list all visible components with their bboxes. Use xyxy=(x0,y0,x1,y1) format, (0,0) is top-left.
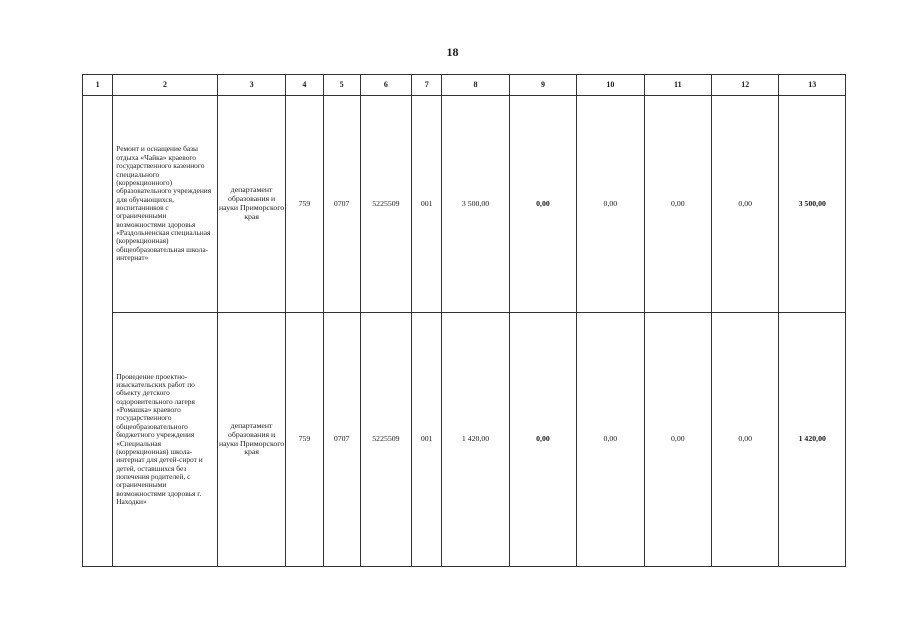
header-col-3: 3 xyxy=(217,75,285,96)
header-col-9: 9 xyxy=(509,75,576,96)
header-col-4: 4 xyxy=(286,75,323,96)
amount-cell: 0,00 xyxy=(644,313,711,567)
expense-type-cell: 001 xyxy=(412,313,442,567)
row-index-cell xyxy=(83,96,113,567)
header-col-2: 2 xyxy=(113,75,218,96)
header-col-8: 8 xyxy=(442,75,509,96)
header-col-5: 5 xyxy=(323,75,360,96)
amount-cell: 0,00 xyxy=(509,313,576,567)
total-cell: 1 420,00 xyxy=(779,313,846,567)
target-article-cell: 5225509 xyxy=(360,313,411,567)
expense-type-cell: 001 xyxy=(412,96,442,313)
code-cell: 759 xyxy=(286,313,323,567)
header-col-11: 11 xyxy=(644,75,711,96)
amount-cell: 0,00 xyxy=(712,313,779,567)
header-col-7: 7 xyxy=(412,75,442,96)
section-cell: 0707 xyxy=(323,313,360,567)
header-col-12: 12 xyxy=(712,75,779,96)
total-cell: 3 500,00 xyxy=(779,96,846,313)
budget-table xyxy=(82,74,846,567)
amount-cell: 0,00 xyxy=(712,96,779,313)
header-row xyxy=(83,75,846,96)
table-row xyxy=(83,96,846,313)
section-cell: 0707 xyxy=(323,96,360,313)
code-cell: 759 xyxy=(286,96,323,313)
project-description: Проведение проектно-изыскательских работ по объекту детского оздоровительного лагеря «Ромашка» краевого государственного общеобразовательного бюджетного учреждения «Специальная (коррекционная) школа-интернат для детей-сирот и детей, оставшихся без попечения родителей, с ограниченными возможностями здоровья г. Находки» xyxy=(113,313,218,567)
amount-cell: 0,00 xyxy=(577,96,644,313)
project-description: Ремонт и оснащение базы отдыха «Чайка» краевого государственного казенного специального (коррекционного) образовательного учреждения для обучающихся, воспитанников с ограниченными возможностями здоровья «Раздольненская специальная (коррекционная) общеобразовательная школа-интернат» xyxy=(113,96,218,313)
amount-cell: 3 500,00 xyxy=(442,96,509,313)
amount-cell: 1 420,00 xyxy=(442,313,509,567)
amount-cell: 0,00 xyxy=(577,313,644,567)
amount-cell: 0,00 xyxy=(509,96,576,313)
target-article-cell: 5225509 xyxy=(360,96,411,313)
table-row xyxy=(83,313,846,567)
department-cell: департамент образования и науки Приморского края xyxy=(217,96,285,313)
header-col-1: 1 xyxy=(83,75,113,96)
header-col-10: 10 xyxy=(577,75,644,96)
header-col-13: 13 xyxy=(779,75,846,96)
header-col-6: 6 xyxy=(360,75,411,96)
page-number: 18 xyxy=(446,45,459,59)
amount-cell: 0,00 xyxy=(644,96,711,313)
department-cell: департамент образования и науки Приморского края xyxy=(217,313,285,567)
